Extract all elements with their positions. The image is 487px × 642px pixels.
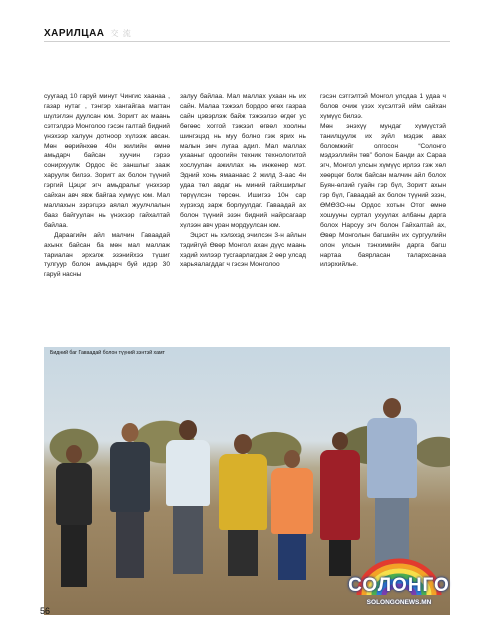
- person-figure: [162, 380, 214, 595]
- photo-caption: Бидний баг Гаваадай болон түүний зэнтэй хамт: [50, 350, 165, 356]
- paragraph: Мөн энэхүү мундаг хүмүүстэй танилцуулж их зүйл мэдэж авах боломжийг олгосон “Солонго мэдээллийн төв” болон Банди ах Сараа эгч, Монгол улсын хүмүүс ирлээ гэж хөл хөөрцөг болж байсан малчин айл болох Буян-өлзий гуайн гэр бүл, Зоригт ахын гэр бүл, Гаваадай ах болон түүний эзэн, ӨМӨЗО-ны Ордос хотын Отог өмнө хошууны суртал ухуулах албаны дарга болох Нарсуу эгч болон Гайхалтай ах, Өвөр Монголын багшийн их сургуулийн олон улсын тэнхимийн дарга багш нартаа баярласан талархсанаа илэрхийлье.: [320, 122, 446, 269]
- solongo-logo: [347, 553, 451, 613]
- article-column-3: [320, 92, 446, 270]
- article-column-1: [44, 92, 170, 280]
- logo-url: SOLONGONEWS.MN: [366, 599, 432, 606]
- paragraph: Эцэст нь хэлэхэд эчилсэн 3-н айлын тэдийгүй Өвөр Монгол ахан дүүс маань хэдий хилээр тусгаарлагдаж 2 өөр улсад харьяалагддаг ч гэсэн Монголоо: [180, 231, 306, 269]
- logo-name: СОЛОНГО: [348, 575, 450, 596]
- paragraph: суугаад 10 гаруй минут Чингис хаанаа , газар нутаг , тэнгэр хангайгаа магтан шүлэглэн дуулсан юм. Зоригт ах маань сэтгэлдээ Монголоо гэсэн галтай бидний үнэхээр халуун дотноор хүлээж авсан. Мөн өөрийнхөө 40н жилийн өмнө амьдарч байсан хуучин гэрээ сонирхуулж Ордос ёс заншлыг зааж харуулж билээ. Зоригт ах болон түүний гэргий Цэцэг эгч амьдралыг үнэхээр сайхан авч явж байгаа хүмүүс юм. Мал маллахын зэрэгцээ аялал жуулчлалын бааз байгуулан нь үнэхээр гайхалтай байлаа.: [44, 93, 170, 229]
- section-subtitle: 交 流: [110, 29, 132, 38]
- page-number: 56: [40, 606, 51, 616]
- person-figure: [52, 405, 96, 595]
- person-figure: [216, 390, 270, 595]
- paragraph: Дараагийн айл малчин Гаваадай ахынх байсан ба мөн мал маллаж тариалан эрхэлж эзэнийхээ түшиг тулгуур болон амьдарч буй идэр 30 гаруй насны: [44, 231, 170, 279]
- article-column-2: [180, 92, 306, 270]
- person-figure: [106, 385, 154, 595]
- section-title: ХАРИЛЦАА: [44, 28, 105, 39]
- paragraph: залуу байлаа. Мал маллах ухаан нь их сайн. Малаа тэжээл бордоо өгөх газраа сайн цэвэрлэж байж тэжээлээ өгдөг ус бөгөөс хоггой тэжээл өгвөл хоолны шингэцэд нь муу болно гэж ярих нь малын эмч лугаа адил. Мал маллах ухааныг одоогийн техник технологитой хослуулан ажиллах нь инженер мэт. Эдний хонь ямаанааc 2 жилд 3-аас 4н удаа төл авдаг нь миний гайхширлыг төрүүлсэн төрсөн. Ишигээ 10н сар хүрэхэд зарж борлуулдаг. Гаваадай ах болон түүний эзэн бидний найрсагаар хүлээн авч уран мордуулсан юм.: [180, 93, 306, 229]
- paragraph: гэсэн сэтгэлтэй Монгол улсдаа 1 удаа ч болов очиж үзэх хүсэлтэй ийм сайхан хүмүүс билээ.: [320, 93, 446, 120]
- header-divider: [44, 41, 450, 42]
- section-header: [44, 28, 132, 39]
- person-figure: [268, 400, 316, 595]
